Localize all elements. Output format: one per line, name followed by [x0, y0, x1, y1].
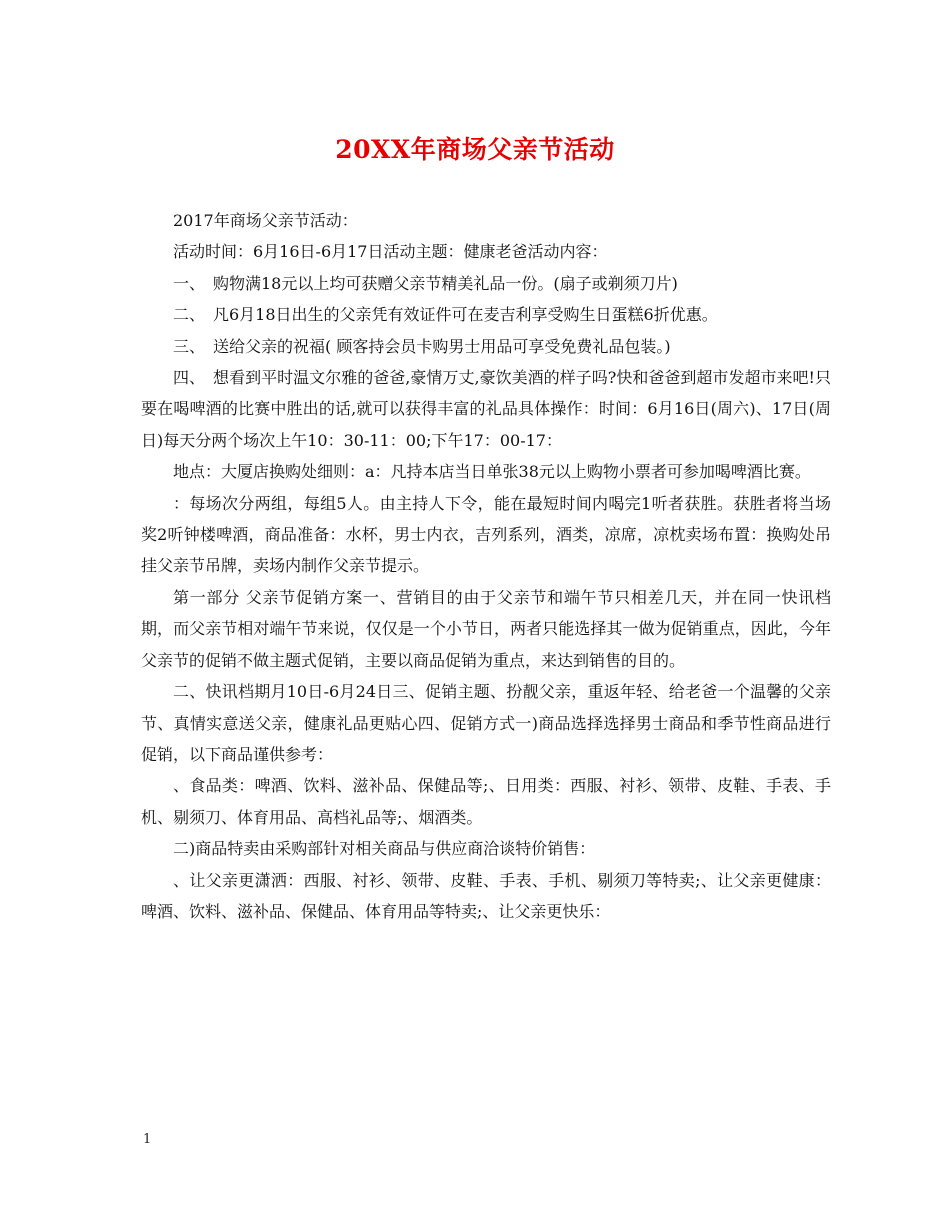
- paragraph: 三、 送给父亲的祝福( 顾客持会员卡购男士用品可享受免费礼品包装。): [173, 336, 671, 356]
- paragraph: 二、快讯档期月10日-6月24日三、促销主题、扮靓父亲，重返年轻、给老爸一个温馨的父亲节、真情实意送父亲，健康礼品更贴心四、促销方式一)商品选择选择男士商品和季节性商品进行促销，以下商品谨供参考：: [141, 682, 831, 764]
- document-body: [141, 205, 831, 927]
- paragraph: 第一部分 父亲节促销方案一、营销目的由于父亲节和端午节只相差几天，并在同一快讯档期，而父亲节相对端午节来说，仅仅是一个小节日，两者只能选择其一做为促销重点，因此，今年父亲节的促销不做主题式促销，主要以商品促销为重点，来达到销售的目的。: [141, 587, 831, 670]
- document-title: 20XX年商场父亲节活动: [335, 135, 615, 164]
- paragraph: 地点：大厦店换购处细则：a：凡持本店当日单张38元以上购物小票者可参加喝啤酒比赛。: [173, 462, 811, 482]
- page-number: 1: [143, 1132, 152, 1147]
- paragraph: 2017年商场父亲节活动：: [173, 211, 358, 230]
- paragraph: 四、 想看到平时温文尔雅的爸爸,豪情万丈,豪饮美酒的样子吗?快和爸爸到超市发超市来吧!只要在喝啤酒的比赛中胜出的话,就可以获得丰富的礼品具体操作：时间：6月16日(周六)、17日(周日)每天分两个场次上午10：30-11：00;下午17：00-17：: [141, 368, 831, 450]
- paragraph: 一、 购物满18元以上均可获赠父亲节精美礼品一份。(扇子或剃须刀片): [173, 273, 678, 293]
- paragraph: 、让父亲更潇洒：西服、衬衫、领带、皮鞋、手表、手机、剔须刀等特卖;、让父亲更健康：啤酒、饮料、滋补品、保健品、体育用品等特卖;、让父亲更快乐：: [141, 870, 831, 921]
- paragraph: ：每场次分两组，每组5人。由主持人下令，能在最短时间内喝完1听者获胜。获胜者将当场奖2听钟楼啤酒，商品准备：水杯，男士内衣，吉列系列，酒类，凉席，凉枕卖场布置：换购处吊挂父亲节吊牌，卖场内制作父亲节提示。: [141, 493, 831, 576]
- paragraph: 二)商品特卖由采购部针对相关商品与供应商洽谈特价销售：: [173, 839, 596, 859]
- paragraph: 活动时间：6月16日-6月17日活动主题：健康老爸活动内容：: [173, 242, 608, 262]
- paragraph: 二、 凡6月18日出生的父亲凭有效证件可在麦吉利享受购生日蛋糕6折优惠。: [173, 305, 718, 325]
- paragraph: 、食品类：啤酒、饮料、滋补品、保健品等;、日用类：西服、衬衫、领带、皮鞋、手表、手机、剔须刀、体育用品、高档礼品等;、烟酒类。: [141, 776, 831, 827]
